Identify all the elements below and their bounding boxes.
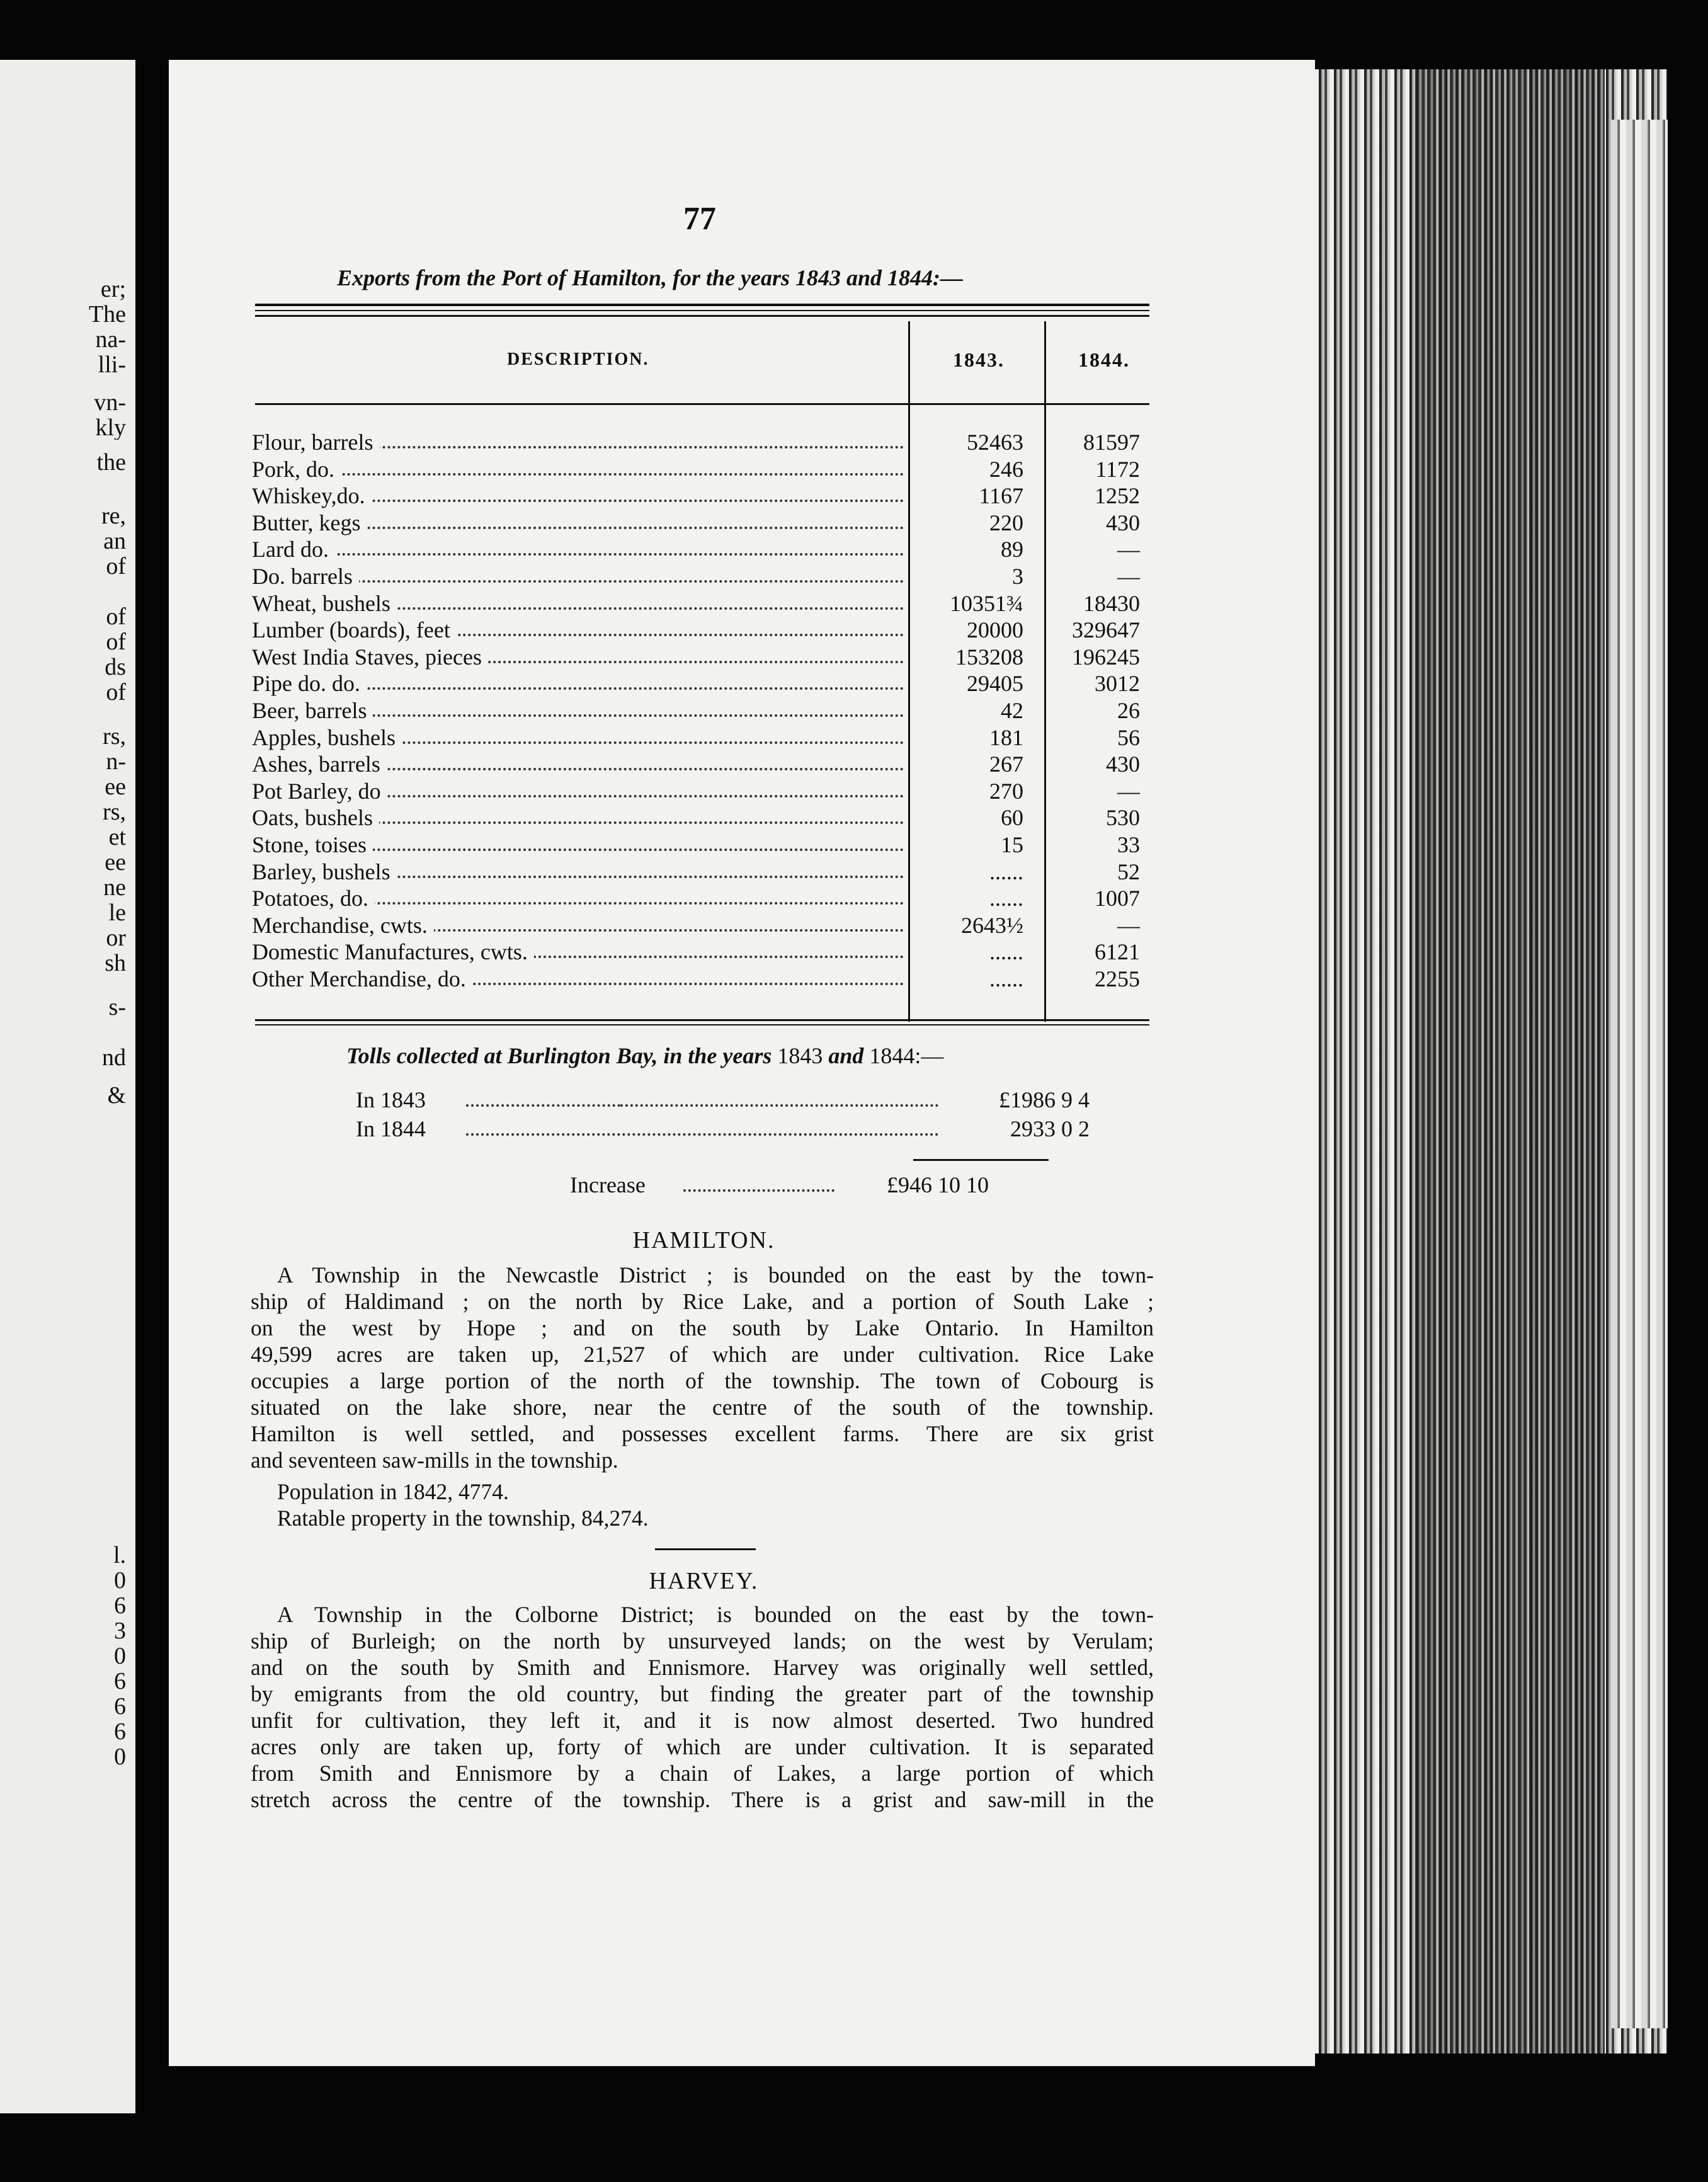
row-description [252, 510, 910, 536]
value-1843: ...... [989, 939, 1023, 965]
table-row [252, 859, 1156, 885]
left-page-text-fragment: 6 [114, 1669, 126, 1693]
value-1844: 1172 [1095, 456, 1140, 482]
table-row [252, 537, 1156, 563]
left-page-text-fragment: of [106, 630, 126, 654]
sum-rule [913, 1159, 1049, 1161]
table-row [252, 457, 1156, 483]
column-header-description: DESCRIPTION. [507, 350, 649, 369]
value-1843: 42 [1001, 698, 1023, 723]
left-page-text-fragment: of [106, 554, 126, 578]
text-line: situated on the lake shore, near the centre of the south of the township. [251, 1395, 1154, 1420]
value-1844: 3012 [1095, 671, 1140, 697]
dot-leader [466, 1133, 938, 1136]
value-1844: 18430 [1083, 590, 1140, 616]
value-1843: ...... [989, 886, 1023, 911]
toll-label: In 1843 [356, 1087, 431, 1113]
table-row [252, 483, 1156, 509]
value-1843: 15 [1001, 832, 1023, 857]
left-page-text-fragment: 6 [114, 1720, 126, 1744]
description-text: Do. barrels [252, 564, 359, 589]
value-1843: 181 [989, 724, 1023, 750]
page-number: 77 [683, 201, 716, 237]
value-1843: 10351¾ [950, 590, 1023, 616]
table-row [252, 966, 1156, 992]
description-text: Domestic Manufactures, cwts. [252, 939, 534, 964]
row-description [252, 483, 910, 509]
table-top-rule [255, 304, 1149, 306]
table-row [252, 832, 1156, 858]
left-page-text-fragment: s- [108, 995, 126, 1019]
table-row [252, 886, 1156, 911]
left-page-text-fragment: an [103, 529, 126, 553]
description-text: Merchandise, cwts. [252, 913, 434, 938]
row-description [252, 671, 910, 697]
left-page-text-fragment: nd [102, 1046, 126, 1070]
section-divider [655, 1548, 756, 1550]
table-row [252, 725, 1156, 751]
description-text: Apples, bushels [252, 725, 402, 750]
description-text: Pipe do. do. [252, 671, 367, 696]
left-page-text-fragment: 0 [114, 1568, 126, 1592]
hamilton-population: Population in 1842, 4774. [277, 1479, 509, 1504]
table-bottom-rule [255, 1019, 1149, 1021]
row-description [252, 617, 910, 643]
harvey-heading: HARVEY. [649, 1568, 759, 1594]
left-page-text-fragment: n- [106, 750, 126, 774]
table-row [252, 671, 1156, 697]
table-row [252, 644, 1156, 670]
row-description [252, 725, 910, 751]
left-page-text-fragment: re, [101, 504, 126, 528]
value-1844: — [1117, 912, 1140, 938]
value-1844: 81597 [1083, 430, 1140, 455]
dot-leader [620, 1104, 938, 1107]
left-page-text-fragment: ds [105, 655, 126, 679]
value-1844: 430 [1106, 751, 1140, 777]
table-row [252, 913, 1156, 939]
column-header-1844: 1844. [1078, 348, 1130, 371]
table-row [252, 617, 1156, 643]
left-page-text-fragment: sh [105, 951, 126, 975]
description-text: Lard do. [252, 537, 335, 562]
left-page-text-fragment: le [108, 901, 126, 925]
value-1843: 153208 [955, 644, 1023, 670]
left-page-text-fragment: rs, [103, 724, 126, 748]
increase-amount: £946 10 10 [887, 1172, 989, 1197]
left-page-text-fragment: lli- [98, 353, 126, 377]
left-page-text-fragment: the [96, 450, 126, 474]
row-description [252, 779, 910, 804]
description-text: Oats, bushels [252, 805, 379, 830]
left-page-text-fragment: er; [100, 277, 126, 301]
text-line: and seventeen saw-mills in the township. [251, 1448, 618, 1473]
row-description [252, 913, 910, 939]
value-1843: ...... [989, 966, 1023, 991]
tolls-title-and: and [828, 1043, 864, 1068]
left-page-text-fragment: ne [103, 876, 126, 900]
hamilton-ratable-property: Ratable property in the township, 84,274. [277, 1505, 649, 1531]
left-page-text-fragment: na- [95, 328, 126, 351]
value-1844: — [1117, 537, 1140, 563]
text-line: A Township in the Colborne District; is bounded on the east by the town- [277, 1602, 1154, 1627]
left-page-text-fragment: The [88, 302, 126, 326]
table-row [252, 510, 1156, 536]
row-description [252, 430, 910, 455]
left-page-text-fragment: vn- [94, 391, 126, 414]
text-line: acres only are taken up, forty of which are under cultivation. It is separated [251, 1734, 1154, 1759]
left-page-text-fragment: kly [95, 416, 126, 440]
description-text: Barley, bushels [252, 859, 397, 884]
description-text: Pork, do. [252, 457, 341, 482]
value-1844: 33 [1117, 832, 1140, 857]
dot-leader [466, 1104, 620, 1107]
description-text: Other Merchandise, do. [252, 966, 472, 991]
text-line: from Smith and Ennismore by a chain of Lakes, a large portion of which [251, 1761, 1154, 1786]
value-1844: 2255 [1095, 966, 1140, 991]
hamilton-heading: HAMILTON. [632, 1227, 775, 1254]
row-description [252, 537, 910, 563]
value-1844: 430 [1106, 510, 1140, 535]
value-1843: 2643½ [961, 912, 1023, 938]
left-page-text-fragment: 6 [114, 1694, 126, 1718]
value-1843: 29405 [967, 671, 1023, 697]
row-description [252, 751, 910, 777]
page-edge-shadow [1416, 69, 1605, 2053]
book-fore-edge [1315, 69, 1668, 2053]
left-page-text-fragment: l. [113, 1543, 126, 1567]
description-text: West India Staves, pieces [252, 644, 488, 670]
value-1843: 246 [989, 456, 1023, 482]
value-1843: 220 [989, 510, 1023, 535]
cover-edge [1611, 120, 1668, 2028]
text-line: on the west by Hope ; and on the south by Lake Ontario. In Hamilton [251, 1315, 1154, 1340]
left-page-text-fragment: ee [105, 850, 126, 874]
left-page-text-fragment: 6 [114, 1594, 126, 1618]
left-page-text-fragment: ee [105, 775, 126, 799]
table-row [252, 591, 1156, 617]
column-header-1843: 1843. [953, 348, 1005, 371]
value-1844: 56 [1117, 724, 1140, 750]
row-description [252, 698, 910, 724]
table-top-rule-lower [255, 315, 1149, 317]
row-description [252, 886, 910, 911]
left-page-text-fragment: rs, [103, 800, 126, 824]
tolls-title-text: Tolls collected at Burlington Bay, in the years [346, 1043, 772, 1068]
value-1843: 52463 [967, 430, 1023, 455]
value-1843: ...... [989, 859, 1023, 884]
left-page-text-fragment: of [106, 605, 126, 629]
harvey-paragraph [251, 1601, 1154, 1813]
value-1844: 196245 [1072, 644, 1140, 670]
description-text: Whiskey,do. [252, 483, 372, 508]
row-description [252, 859, 910, 885]
text-line: occupies a large portion of the north of the township. The town of Cobourg is [251, 1368, 1154, 1393]
toll-row-1843 [356, 1087, 1090, 1113]
text-line: unfit for cultivation, they left it, and it is now almost deserted. Two hundred [251, 1708, 1154, 1733]
description-text: Stone, toises [252, 832, 373, 857]
table-row [252, 564, 1156, 590]
left-page-text-fragment: 0 [114, 1745, 126, 1769]
description-text: Flour, barrels [252, 430, 380, 455]
value-1844: 26 [1117, 698, 1140, 723]
table-row [252, 779, 1156, 804]
value-1844: 1007 [1095, 886, 1140, 911]
left-page-text-fragment: 0 [114, 1644, 126, 1668]
description-text: Ashes, barrels [252, 751, 387, 777]
value-1843: 60 [1001, 805, 1023, 831]
left-page-text-fragment: et [108, 825, 126, 849]
value-1844: — [1117, 778, 1140, 804]
toll-amount: 2933 0 2 [1010, 1116, 1090, 1141]
text-line: A Township in the Newcastle District ; is bounded on the east by the town- [277, 1262, 1154, 1288]
row-description [252, 939, 910, 965]
value-1843: 89 [1001, 537, 1023, 563]
left-page-text-fragment: of [106, 680, 126, 704]
toll-amount: £1986 9 4 [999, 1087, 1090, 1112]
description-text: Beer, barrels [252, 698, 373, 723]
row-description [252, 457, 910, 483]
left-page-text-fragment: & [107, 1083, 126, 1107]
description-text: Pot Barley, do [252, 779, 387, 804]
value-1844: 1252 [1095, 483, 1140, 509]
value-1843: 20000 [967, 617, 1023, 643]
value-1844: 6121 [1095, 939, 1140, 965]
value-1844: 52 [1117, 859, 1140, 884]
table-row [252, 751, 1156, 777]
left-page-text-fragment: or [106, 926, 126, 950]
value-1843: 270 [989, 778, 1023, 804]
row-description [252, 564, 910, 590]
text-line: by emigrants from the old country, but finding the greater part of the township [251, 1681, 1154, 1706]
toll-row-increase [570, 1172, 1061, 1198]
text-line: ship of Burleigh; on the north by unsurveyed lands; on the west by Verulam; [251, 1628, 1154, 1654]
value-1843: 1167 [979, 483, 1023, 509]
table-top-rule-thin [255, 310, 1149, 311]
text-line: Hamilton is well settled, and possesses excellent farms. There are six grist [251, 1421, 1154, 1446]
table-row [252, 805, 1156, 831]
text-line: 49,599 acres are taken up, 21,527 of which are under cultivation. Rice Lake [251, 1342, 1154, 1367]
value-1843: 3 [1012, 564, 1023, 589]
value-1844: 329647 [1072, 617, 1140, 643]
tolls-title-year: 1843 [777, 1043, 823, 1068]
text-line: ship of Haldimand ; on the north by Rice Lake, and a portion of South Lake ; [251, 1289, 1154, 1314]
value-1844: 530 [1106, 805, 1140, 831]
description-text: Lumber (boards), feet [252, 617, 457, 643]
table-row [252, 698, 1156, 724]
description-text: Potatoes, do. [252, 886, 375, 911]
toll-label: In 1844 [356, 1116, 431, 1142]
header-rule [255, 403, 1149, 405]
table-row [252, 430, 1156, 455]
row-description [252, 966, 910, 992]
toll-row-1844 [356, 1116, 1090, 1142]
row-description [252, 644, 910, 670]
left-facing-page [0, 60, 135, 2113]
left-page-text-fragment: 3 [114, 1619, 126, 1643]
description-text: Wheat, bushels [252, 591, 397, 616]
row-description [252, 832, 910, 858]
dot-leader [683, 1189, 834, 1192]
hamilton-paragraph [251, 1262, 1154, 1473]
tolls-title-year-end: 1844:— [869, 1043, 944, 1068]
value-1843: 267 [989, 751, 1023, 777]
text-line: stretch across the centre of the township. There is a grist and saw-mill in the [251, 1787, 1154, 1812]
table-bottom-rule-thin [255, 1024, 1149, 1025]
increase-label: Increase [570, 1172, 651, 1198]
exports-table-title: Exports from the Port of Hamilton, for the years 1843 and 1844:— [337, 265, 964, 290]
value-1844: — [1117, 564, 1140, 589]
row-description [252, 591, 910, 617]
table-row [252, 939, 1156, 965]
text-line: and on the south by Smith and Ennismore. Harvey was originally well settled, [251, 1655, 1154, 1680]
row-description [252, 805, 910, 831]
description-text: Butter, kegs [252, 510, 367, 535]
tolls-title [346, 1042, 943, 1069]
